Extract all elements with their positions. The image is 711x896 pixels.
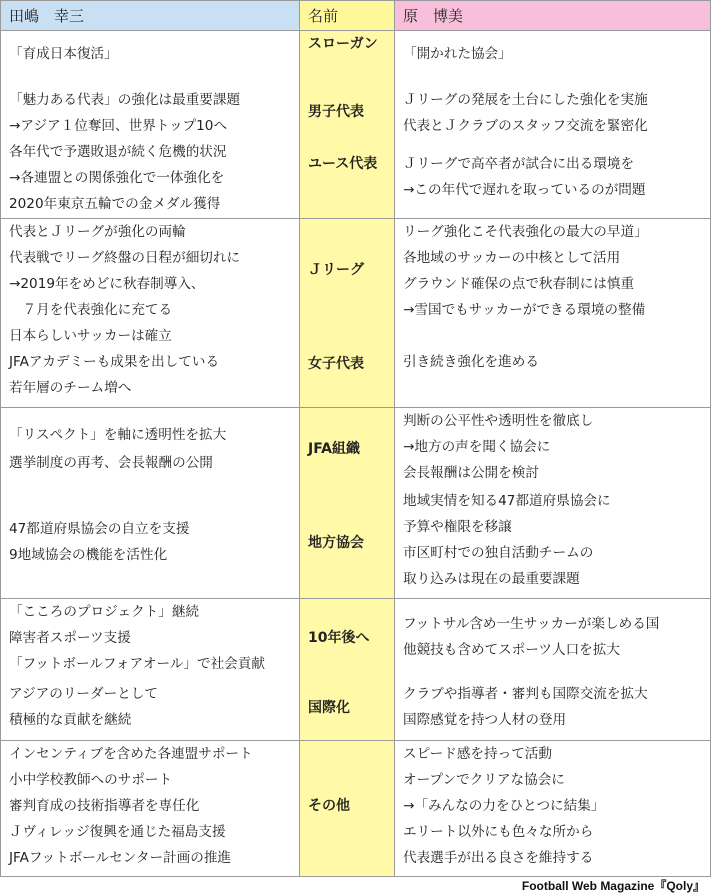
right-line: Ｊリーグの発展を土台にした強化を実施 (403, 92, 648, 108)
right-line: 取り込みは現在の最重要課題 (403, 571, 580, 587)
left-line: 日本らしいサッカーは確立 (9, 328, 172, 344)
section-row (1, 408, 711, 599)
topic-cell (300, 741, 395, 877)
right-cell (395, 741, 711, 877)
left-line: →アジア１位奪回、世界トップ10へ (9, 118, 228, 134)
topic-label: 10年後へ (308, 630, 370, 646)
header-row (1, 1, 711, 31)
right-line: クラブや指導者・審判も国際交流を拡大 (403, 686, 648, 702)
right-line: 「開かれた協会」 (403, 46, 512, 62)
section-row (1, 219, 711, 408)
left-line: 2020年東京五輪での金メダル獲得 (9, 196, 221, 212)
left-line: 小中学校教師へのサポート (9, 772, 173, 788)
left-line: 「こころのプロジェクト」継続 (9, 604, 200, 620)
right-line: 市区町村での独自活動チームの (403, 545, 594, 561)
right-line: →この年代で遅れを取っているのが問題 (403, 182, 646, 198)
right-line: 予算や権限を移譲 (403, 519, 512, 535)
topic-cell (300, 599, 395, 741)
left-line: 代表戦でリーグ終盤の日程が細切れに (9, 250, 241, 266)
topic-label: 国際化 (308, 700, 350, 716)
left-line: 「フットボールフォアオール」で社会貢献 (9, 656, 265, 672)
right-cell (395, 31, 711, 219)
left-line: 代表とＪリーグが強化の両輪 (9, 224, 186, 240)
right-line: 引き続き強化を進める (403, 354, 539, 370)
header-right-name: 原 博美 (395, 1, 711, 31)
source-credit: Football Web Magazine『Qoly』 (521, 879, 705, 893)
left-line: 各年代で予選敗退が続く危機的状況 (9, 144, 227, 160)
section-row (1, 599, 711, 741)
right-line: Ｊリーグで高卒者が試合に出る環境を (403, 156, 635, 172)
left-cell (1, 599, 300, 741)
left-cell (1, 741, 300, 877)
left-line: 審判育成の技術指導者を専任化 (9, 798, 200, 814)
topic-label: 地方協会 (308, 535, 364, 551)
section-row (1, 31, 711, 219)
left-line: →各連盟との関係強化で一体強化を (9, 170, 225, 186)
right-line: 地域実情を知る47都道府県協会に (403, 493, 611, 509)
right-line: 代表とＪクラブのスタッフ交流を緊密化 (403, 118, 648, 134)
right-line: リーグ強化こそ代表強化の最大の早道」 (403, 224, 648, 240)
section-row (1, 741, 711, 877)
right-line: →「みんなの力をひとつに結集」 (403, 798, 605, 814)
left-line: →2019年をめどに秋春制導入、 (9, 276, 205, 292)
topic-label: その他 (308, 798, 350, 814)
header-left-name: 田嶋 幸三 (1, 1, 300, 31)
left-line: 「リスペクト」を軸に透明性を拡大 (9, 427, 227, 443)
left-line: インセンティブを含めた各連盟サポート (9, 746, 253, 762)
left-line: JFAアカデミーも成果を出している (9, 354, 220, 370)
left-line: 9地域協会の機能を活性化 (9, 547, 168, 563)
right-cell (395, 219, 711, 408)
left-line: 若年層のチーム増へ (9, 380, 132, 396)
topic-cell (300, 219, 395, 408)
left-cell (1, 219, 300, 408)
topic-label: JFA組織 (308, 441, 361, 457)
topic-label: Ｊリーグ (308, 262, 364, 278)
left-line: 積極的な貢献を継続 (9, 712, 132, 728)
right-line: 各地域のサッカーの中核として活用 (403, 250, 621, 266)
right-line: 会長報酬は公開を検討 (403, 465, 539, 481)
topic-label: ユース代表 (308, 156, 378, 172)
topic-label: 女子代表 (308, 356, 364, 372)
topic-label: スローガン (308, 36, 378, 52)
left-line: 「魅力ある代表」の強化は最重要課題 (9, 92, 241, 108)
topic-label: 男子代表 (308, 104, 364, 120)
left-line: 47都道府県協会の自立を支援 (9, 521, 190, 537)
left-line: ７月を代表強化に充てる (9, 302, 173, 318)
header-mid-label: 名前 (300, 1, 395, 31)
right-line: 国際感覚を持つ人材の登用 (403, 712, 567, 728)
left-line: 「育成日本復活」 (9, 46, 118, 62)
right-line: グラウンド確保の点で秋春制には慎重 (403, 276, 635, 292)
left-line: Ｊヴィレッジ復興を通じた福島支援 (9, 824, 226, 840)
right-line: フットサル含め一生サッカーが楽しめる国 (403, 616, 660, 632)
right-line: →雪国でもサッカーができる環境の整備 (403, 302, 646, 318)
left-cell (1, 31, 300, 219)
left-line: 選挙制度の再考、会長報酬の公開 (9, 455, 213, 471)
topic-cell (300, 31, 395, 219)
right-line: →地方の声を聞く協会に (403, 439, 551, 455)
right-cell (395, 408, 711, 599)
left-cell (1, 408, 300, 599)
right-line: オープンでクリアな協会に (403, 772, 565, 788)
right-line: 代表選手が出る良さを維持する (403, 850, 594, 866)
left-line: JFAフットボールセンター計画の推進 (9, 850, 232, 866)
topic-cell (300, 408, 395, 599)
left-line: 障害者スポーツ支援 (9, 630, 131, 646)
right-cell (395, 599, 711, 741)
right-line: エリート以外にも色々な所から (403, 824, 594, 840)
right-line: 判断の公平性や透明性を徹底し (403, 413, 594, 429)
left-line: アジアのリーダーとして (9, 686, 158, 702)
right-line: スピード感を持って活動 (403, 746, 552, 762)
right-line: 他競技も含めてスポーツ人口を拡大 (403, 642, 620, 658)
